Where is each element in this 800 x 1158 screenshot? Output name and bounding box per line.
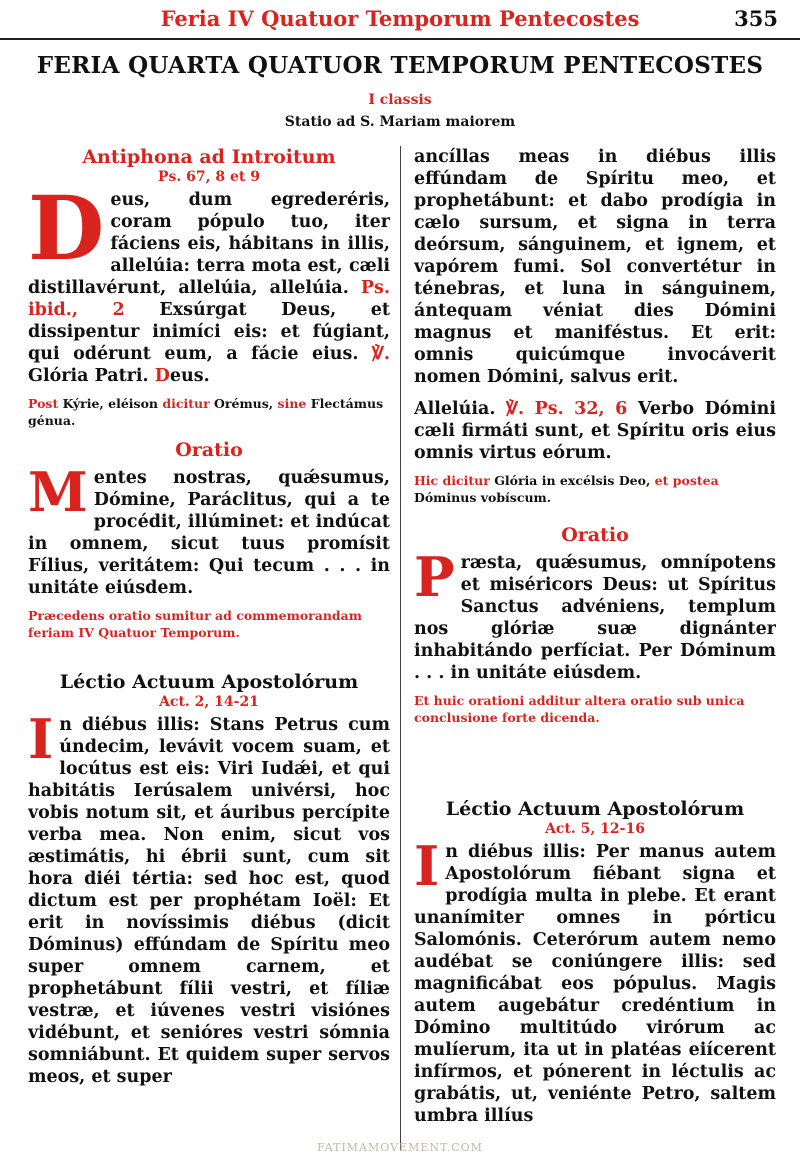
right-column	[414, 146, 776, 1150]
lectio-body: n diébus illis: Stans Petrus cum úndecim, levávit vocem suam, et locútus est eis: Viri Iudǽi, et qui habitátis Ierúsalem univérsi, hoc vobis notum sit, et áuribus percípite verba mea. Non enim, sicut vos æstimátis, hi ébrii sunt, cum sit hora diéi tértia: sed hoc est, quod dictum est per prophétam Ioël: Et erit in novíssimis diébus (dicit Dóminus) effúndam de Spíritu meo super omnem carnem, et prophetábunt fílii vestri, et fíliæ vestræ, et iúvenes vestri visiónes vidébunt, et senióres vestri sómnia somniábunt. Et quidem super servos meos, et super	[28, 715, 390, 1087]
lectio-text	[28, 707, 390, 1088]
deus-initial: D	[154, 366, 170, 386]
lectio-heading: Léctio Actuum Apostolórum	[59, 671, 359, 693]
introit-drop-cap: D	[28, 176, 105, 280]
running-head-title: Feria IV Quatuor Temporum Pentecostes	[160, 6, 640, 31]
rubric-oremus: Orémus,	[214, 396, 274, 411]
watermark: FATIMAMOVEMENT.COM	[317, 1141, 483, 1154]
page-number: 355	[734, 6, 778, 31]
rubric-dicitur: dicitur	[162, 396, 210, 411]
rubric-hic: Hic dicitur	[414, 473, 490, 488]
introit-psalm-ref: Ps. ibid., 2	[28, 278, 390, 320]
deus-rest: eus.	[169, 366, 210, 386]
oratio-body: entes nostras, quǽsumus, Dómine, Paráclitus, qui a te procédit, illúminet: et indúcat in omnem, sicut tuus promísit Fílius, veritátem: Qui tecum . . . in unitáte eiúsdem.	[28, 468, 390, 598]
introit-text-1: eus, dum egrederéris, coram pópulo tuo, iter fáciens eis, hábitans in illis, allelúia: terra mota est, cæli distillavérunt, allelúia, allelúia.	[28, 190, 390, 298]
alleluia-text	[414, 398, 776, 464]
rubric-flectamus: Flectámus génua.	[28, 396, 384, 428]
page-title: FERIA QUARTA QUATUOR TEMPORUM PENTECOSTES	[36, 52, 764, 79]
column-divider	[400, 146, 401, 1150]
lectio-heading-2: Léctio Actuum Apostolórum	[445, 798, 745, 820]
rubric-sine: sine	[277, 396, 307, 411]
rubric-kyrie	[28, 395, 390, 429]
oratio-body-2: ræsta, quǽsumus, omnípotens et miséricors Deus: ut Spíritus Sanctus advéniens, templum nos glóriæ suæ dignánter inhabitándo perfíciat. Per Dóminum . . . in unitáte eiúsdem.	[414, 553, 776, 683]
introit-text-2: Exsúrgat Deus, et dissipentur inimíci eis: et fúgiant, qui odérunt eum, a fácie eius.	[28, 300, 390, 364]
statio-label: Statio ad S. Mariam maiorem	[284, 114, 516, 130]
lectio-drop-cap: I	[28, 707, 54, 771]
lectio-reference-2: Act. 5, 12-16	[545, 821, 645, 837]
rubric-gloria	[414, 472, 776, 506]
oratio-text-2	[414, 545, 776, 684]
alleluia-lead: Allelúia.	[414, 399, 506, 419]
oratio-drop-cap-2: P	[414, 545, 455, 609]
versicle-symbol: ℣.	[371, 344, 390, 364]
oratio-drop-cap: M	[28, 460, 88, 524]
lectio-continuation: ancíllas meas in diébus illis effúndam de Spíritu meo, et prophetábunt: et dabo prodígia in cælo sursum, et signa in terra deórsum, sánguinem, et ignem, et vapórem fumi. Sol convertétur in ténebras, et luna in sánguinem, ántequam véniat dies Dómini magnus et maniféstus. Et erit: omnis quicúmque invocáverit nomen Dómini, salvus erit.	[414, 147, 776, 387]
lectio-body-2: n diébus illis: Per manus autem Apostolórum fiébant signa et prodígia multa in plebe. Et erant unanímiter omnes in pórticu Salomónis. Ceterórum autem nemo audébat se coniúngere illis: sed magnificábat eos pópulus. Magis autem augebátur credéntium in Dómino multitúdo virórum ac mulíerum, ita ut in platéas eiícerent infírmos, et pónerent in léctulis ac grabátis, ut, veniénte Petro, saltem umbra illíus	[414, 842, 776, 1126]
introit-text-3: Glória Patri.	[28, 366, 155, 386]
left-column	[28, 146, 390, 1150]
rubric-additur: Et huic orationi additur altera oratio sub unica conclusione forte dicenda.	[414, 693, 745, 725]
rubric-gloria-text: Glória in excélsis Deo,	[494, 473, 651, 488]
rubric-commemoration: Præcedens oratio sumitur ad commemorandam feriam IV Quatuor Temporum.	[28, 608, 362, 640]
rubric-post: Post	[28, 396, 59, 411]
introit-heading: Antiphona ad Introitum	[82, 146, 336, 168]
lectio-text-2	[414, 834, 776, 1127]
alleluia-body: Verbo Dómini cæli firmáti sunt, et Spíritu oris eius omnis virtus eórum.	[414, 399, 776, 463]
oratio-heading: Oratio	[175, 439, 243, 461]
running-head	[0, 0, 800, 40]
rubric-postea: et postea	[654, 473, 719, 488]
lectio-drop-cap-2: I	[414, 834, 440, 898]
rubric-kyrie-text: Kýrie, eléison	[62, 396, 159, 411]
oratio-heading-2: Oratio	[561, 524, 629, 546]
introit-reference: Ps. 67, 8 et 9	[158, 169, 260, 185]
lectio-reference: Act. 2, 14-21	[159, 694, 259, 710]
class-label: I classis	[368, 92, 432, 108]
alleluia-versicle-ref: ℣. Ps. 32, 6	[505, 399, 628, 419]
oratio-text	[28, 460, 390, 599]
rubric-dominus: Dóminus vobíscum.	[414, 490, 552, 505]
